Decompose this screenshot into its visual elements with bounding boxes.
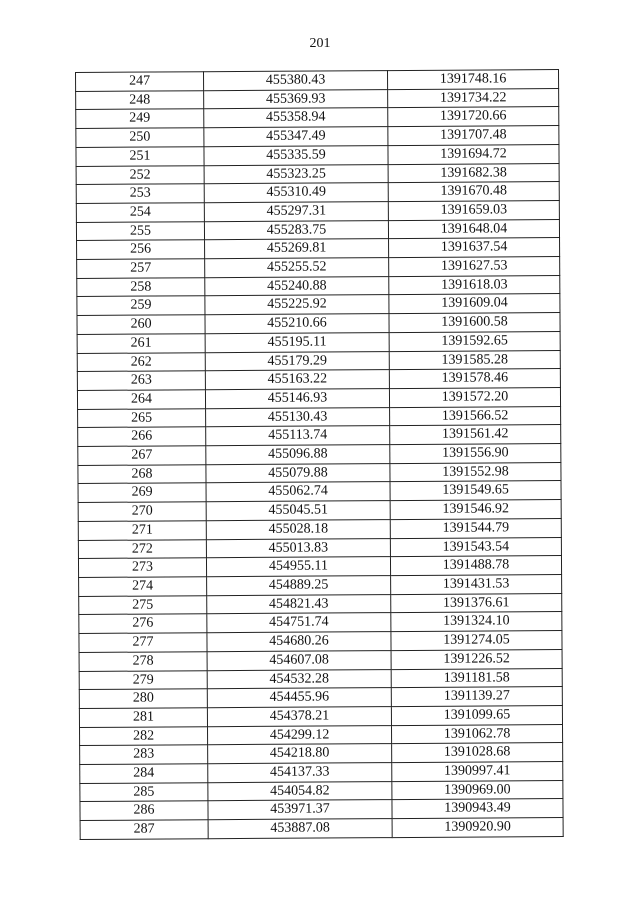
point-number-cell: 249 — [76, 109, 204, 128]
y-coordinate-cell: 1391578.46 — [389, 369, 560, 389]
y-coordinate-cell: 1391274.05 — [391, 631, 562, 651]
x-coordinate-cell: 455113.74 — [206, 426, 390, 446]
x-coordinate-cell: 453971.37 — [208, 800, 392, 820]
table-row — [76, 70, 559, 92]
point-number-cell: 271 — [78, 521, 206, 540]
point-number-cell: 257 — [77, 259, 205, 278]
point-number-cell: 258 — [77, 277, 205, 296]
x-coordinate-cell: 454751.74 — [207, 613, 391, 633]
x-coordinate-cell: 455323.25 — [204, 164, 388, 184]
table-row — [76, 126, 559, 148]
table-row — [80, 780, 563, 802]
point-number-cell: 248 — [76, 90, 204, 109]
x-coordinate-cell: 454299.12 — [207, 725, 391, 745]
table-row — [78, 556, 561, 578]
table-row — [79, 705, 562, 727]
y-coordinate-cell: 1391544.79 — [390, 518, 561, 538]
point-number-cell: 256 — [77, 240, 205, 259]
y-coordinate-cell: 1391670.48 — [388, 182, 559, 202]
table-row — [80, 743, 563, 765]
point-number-cell: 275 — [79, 595, 207, 614]
table-row — [79, 649, 562, 671]
table-row — [76, 219, 559, 241]
y-coordinate-cell: 1391734.22 — [388, 88, 559, 108]
x-coordinate-cell: 455013.83 — [206, 538, 390, 558]
table-row — [78, 481, 561, 503]
table-row — [77, 331, 560, 353]
x-coordinate-cell: 455096.88 — [206, 445, 390, 465]
page-number: 201 — [309, 36, 331, 51]
x-coordinate-cell: 454455.96 — [207, 688, 391, 708]
x-coordinate-cell: 454607.08 — [207, 650, 391, 670]
point-number-cell: 265 — [78, 408, 206, 427]
y-coordinate-cell: 1391609.04 — [389, 294, 560, 314]
table-row — [80, 724, 563, 746]
y-coordinate-cell: 1391585.28 — [389, 350, 560, 370]
x-coordinate-cell: 455347.49 — [204, 127, 388, 147]
point-number-cell: 286 — [80, 801, 208, 820]
x-coordinate-cell: 455163.22 — [205, 370, 389, 390]
point-number-cell: 270 — [78, 502, 206, 521]
point-number-cell: 284 — [80, 764, 208, 783]
y-coordinate-cell: 1391376.61 — [391, 593, 562, 613]
x-coordinate-cell: 454680.26 — [207, 632, 391, 652]
table-row — [77, 350, 560, 372]
table-row — [76, 88, 559, 110]
table-row — [79, 631, 562, 653]
table-row — [76, 107, 559, 129]
x-coordinate-cell: 455062.74 — [206, 482, 390, 502]
x-coordinate-cell: 454889.25 — [207, 576, 391, 596]
y-coordinate-cell: 1391431.53 — [391, 575, 562, 595]
point-number-cell: 276 — [79, 614, 207, 633]
x-coordinate-cell: 455210.66 — [205, 314, 389, 334]
y-coordinate-cell: 1391592.65 — [389, 331, 560, 351]
y-coordinate-cell: 1391549.65 — [390, 481, 561, 501]
y-coordinate-cell: 1390920.90 — [392, 818, 563, 838]
table-row — [79, 612, 562, 634]
table-row — [79, 668, 562, 690]
point-number-cell: 267 — [78, 446, 206, 465]
x-coordinate-cell: 455195.11 — [205, 332, 389, 352]
x-coordinate-cell: 455369.93 — [204, 89, 388, 109]
point-number-cell: 285 — [80, 782, 208, 801]
x-coordinate-cell: 455240.88 — [205, 276, 389, 296]
x-coordinate-cell: 455255.52 — [205, 258, 389, 278]
point-number-cell: 247 — [76, 72, 204, 91]
x-coordinate-cell: 455358.94 — [204, 108, 388, 128]
x-coordinate-cell: 454532.28 — [207, 669, 391, 689]
y-coordinate-cell: 1391226.52 — [391, 649, 562, 669]
table-row — [78, 462, 561, 484]
point-number-cell: 283 — [80, 745, 208, 764]
point-number-cell: 287 — [80, 820, 208, 839]
point-number-cell: 268 — [78, 464, 206, 483]
point-number-cell: 261 — [77, 334, 205, 353]
x-coordinate-cell: 454137.33 — [208, 763, 392, 783]
y-coordinate-cell: 1391566.52 — [390, 406, 561, 426]
table-row — [76, 163, 559, 185]
point-number-cell: 269 — [78, 483, 206, 502]
y-coordinate-cell: 1391139.27 — [391, 687, 562, 707]
table-row — [80, 799, 563, 821]
y-coordinate-cell: 1391720.66 — [388, 107, 559, 127]
y-coordinate-cell: 1391694.72 — [388, 144, 559, 164]
point-number-cell: 273 — [78, 558, 206, 577]
x-coordinate-cell: 454821.43 — [207, 594, 391, 614]
point-number-cell: 266 — [78, 427, 206, 446]
y-coordinate-cell: 1391546.92 — [390, 500, 561, 520]
y-coordinate-cell: 1391028.68 — [392, 743, 563, 763]
table-row — [77, 294, 560, 316]
table-row — [76, 182, 559, 204]
y-coordinate-cell: 1390997.41 — [392, 762, 563, 782]
point-number-cell: 278 — [79, 652, 207, 671]
y-coordinate-cell: 1391552.98 — [390, 462, 561, 482]
table-row — [78, 537, 561, 559]
y-coordinate-cell: 1391062.78 — [391, 724, 562, 744]
y-coordinate-cell: 1391637.54 — [389, 238, 560, 258]
point-number-cell: 260 — [77, 315, 205, 334]
y-coordinate-cell: 1391707.48 — [388, 126, 559, 146]
x-coordinate-cell: 455225.92 — [205, 295, 389, 315]
table-row — [78, 444, 561, 466]
x-coordinate-cell: 455335.59 — [204, 145, 388, 165]
x-coordinate-cell: 455380.43 — [204, 71, 388, 91]
y-coordinate-cell: 1391572.20 — [389, 387, 560, 407]
y-coordinate-cell: 1391682.38 — [388, 163, 559, 183]
point-number-cell: 277 — [79, 633, 207, 652]
y-coordinate-cell: 1391561.42 — [390, 425, 561, 445]
y-coordinate-cell: 1391648.04 — [388, 219, 559, 239]
y-coordinate-cell: 1391627.53 — [389, 257, 560, 277]
y-coordinate-cell: 1391618.03 — [389, 275, 560, 295]
point-number-cell: 254 — [76, 203, 204, 222]
point-number-cell: 282 — [80, 726, 208, 745]
x-coordinate-cell: 455310.49 — [204, 183, 388, 203]
point-number-cell: 274 — [79, 577, 207, 596]
y-coordinate-cell: 1391659.03 — [388, 200, 559, 220]
y-coordinate-cell: 1391543.54 — [390, 537, 561, 557]
table-row — [78, 425, 561, 447]
x-coordinate-cell: 454955.11 — [206, 557, 390, 577]
table-row — [76, 200, 559, 222]
x-coordinate-cell: 455179.29 — [205, 351, 389, 371]
point-number-cell: 264 — [77, 390, 205, 409]
table-row — [77, 369, 560, 391]
x-coordinate-cell: 455045.51 — [206, 501, 390, 521]
x-coordinate-cell: 455028.18 — [206, 519, 390, 539]
table-row — [80, 762, 563, 784]
y-coordinate-cell: 1391556.90 — [390, 444, 561, 464]
y-coordinate-cell: 1391600.58 — [389, 313, 560, 333]
x-coordinate-cell: 455130.43 — [206, 407, 390, 427]
y-coordinate-cell: 1391181.58 — [391, 668, 562, 688]
table-row — [79, 593, 562, 615]
point-number-cell: 259 — [77, 296, 205, 315]
table-row — [77, 238, 560, 260]
x-coordinate-cell: 454054.82 — [208, 781, 392, 801]
x-coordinate-cell: 453887.08 — [208, 819, 392, 839]
table-row — [77, 313, 560, 335]
coordinate-table-body — [76, 70, 564, 840]
point-number-cell: 272 — [78, 539, 206, 558]
y-coordinate-cell: 1390969.00 — [392, 780, 563, 800]
point-number-cell: 252 — [76, 165, 204, 184]
point-number-cell: 250 — [76, 128, 204, 147]
table-row — [78, 406, 561, 428]
table-row — [77, 387, 560, 409]
y-coordinate-cell: 1391099.65 — [391, 705, 562, 725]
point-number-cell: 253 — [76, 184, 204, 203]
coordinate-table — [75, 69, 564, 840]
point-number-cell: 263 — [77, 371, 205, 390]
x-coordinate-cell: 455297.31 — [204, 202, 388, 222]
point-number-cell: 251 — [76, 147, 204, 166]
x-coordinate-cell: 455079.88 — [206, 463, 390, 483]
table-row — [77, 275, 560, 297]
point-number-cell: 281 — [79, 708, 207, 727]
x-coordinate-cell: 455269.81 — [205, 239, 389, 259]
table-row — [77, 257, 560, 279]
point-number-cell: 280 — [79, 689, 207, 708]
x-coordinate-cell: 455146.93 — [205, 389, 389, 409]
y-coordinate-cell: 1391488.78 — [390, 556, 561, 576]
table-row — [80, 818, 563, 840]
table-row — [79, 575, 562, 597]
y-coordinate-cell: 1391748.16 — [387, 70, 558, 90]
table-row — [79, 687, 562, 709]
x-coordinate-cell: 454378.21 — [207, 706, 391, 726]
x-coordinate-cell: 454218.80 — [208, 744, 392, 764]
table-row — [78, 518, 561, 540]
y-coordinate-cell: 1390943.49 — [392, 799, 563, 819]
point-number-cell: 279 — [79, 670, 207, 689]
y-coordinate-cell: 1391324.10 — [391, 612, 562, 632]
table-row — [78, 500, 561, 522]
x-coordinate-cell: 455283.75 — [204, 220, 388, 240]
point-number-cell: 255 — [76, 221, 204, 240]
point-number-cell: 262 — [77, 352, 205, 371]
table-row — [76, 144, 559, 166]
